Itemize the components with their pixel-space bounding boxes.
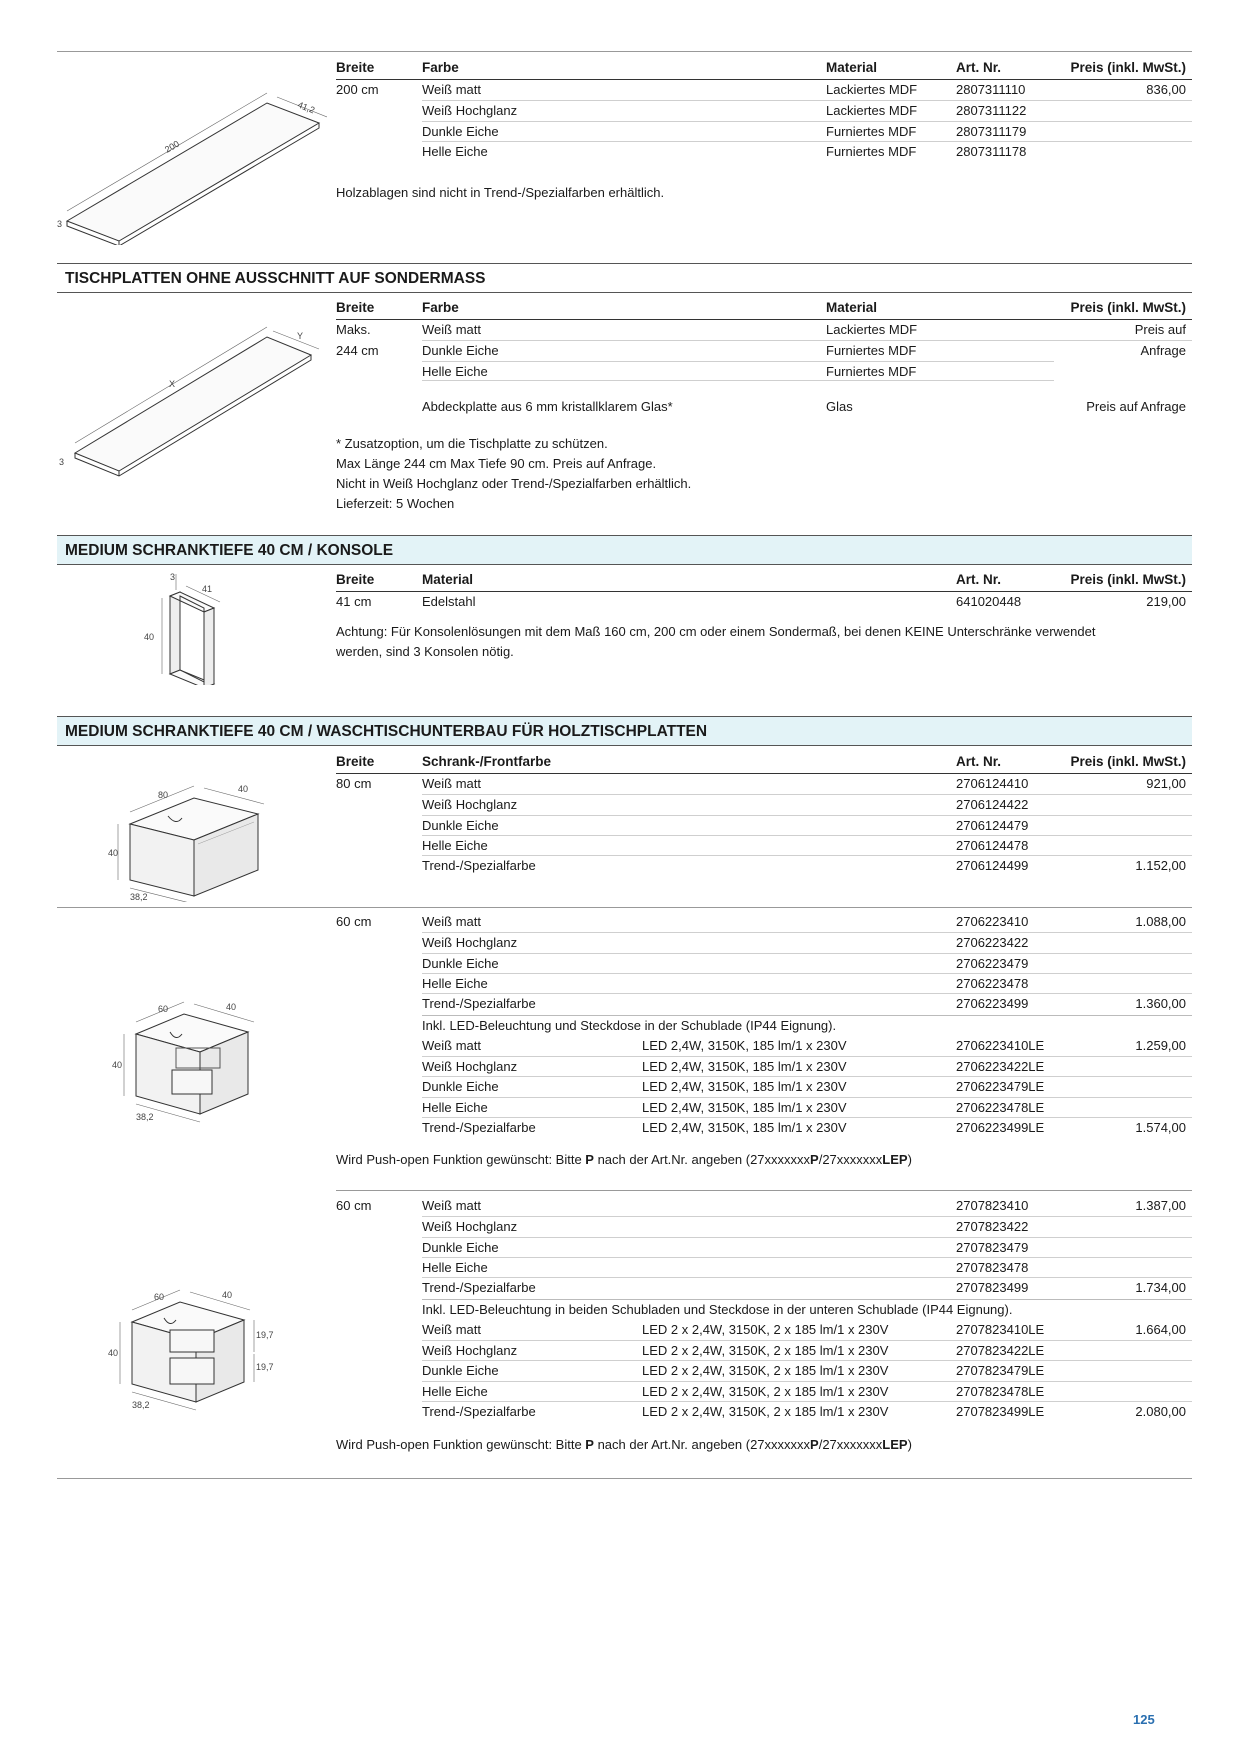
cell-preis: 1.387,00 (1135, 1198, 1186, 1213)
col-breite: Breite (336, 754, 375, 769)
cell-farbe: Helle Eiche (422, 143, 488, 159)
table-row (336, 340, 1192, 360)
col-breite: Breite (336, 572, 375, 587)
col-art: Art. Nr. (956, 60, 1002, 75)
cell-material: Edelstahl (422, 594, 476, 609)
cell-preis: Anfrage (1140, 343, 1186, 359)
note-line: Nicht in Weiß Hochglanz oder Trend-/Spezialfarben erhältlich. (336, 476, 692, 491)
cell-art: 2707823478LE (956, 1383, 1045, 1399)
cell-art: 2706124410 (956, 776, 1029, 791)
cell-preis: 1.088,00 (1135, 914, 1186, 929)
cell-art: 2706223479 (956, 955, 1029, 971)
cell-farbe: Weiß matt (422, 776, 481, 791)
col-art: Art. Nr. (956, 572, 1002, 587)
cell-farbe: Weiß matt (422, 322, 481, 337)
cell-art: 2807311110 (956, 82, 1026, 97)
cell-art: 2707823479 (956, 1239, 1029, 1255)
cell-farbe: Weiß matt (422, 1198, 481, 1213)
shelf-note: Holzablagen sind nicht in Trend-/Spezialfarben erhältlich. (336, 185, 665, 200)
col-material: Material (826, 300, 878, 315)
cell-farbe: Weiß Hochglanz (422, 103, 518, 119)
console-note (336, 622, 1192, 662)
table-row (422, 100, 1192, 120)
section-title: MEDIUM SCHRANKTIEFE 40 CM / KONSOLE (57, 535, 1192, 565)
table-row (422, 1257, 1192, 1277)
dim-length: 200 (163, 138, 182, 155)
cell-farbe: Dunkle Eiche (422, 817, 499, 833)
col-material: Material (422, 572, 474, 587)
note-line: * Zusatzoption, um die Tischplatte zu schützen. (336, 436, 608, 451)
note-bold: P (810, 1437, 819, 1452)
cell-led: LED 2,4W, 3150K, 185 lm/1 x 230V (642, 1037, 847, 1053)
dim-drawer-1: 19,7 (256, 1330, 274, 1340)
cell-art: 2707823499LE (956, 1403, 1045, 1419)
cell-farbe: Trend-/Spezialfarbe (422, 858, 536, 874)
cell-preis: 1.259,00 (1135, 1037, 1186, 1053)
cell-art: 2706223499LE (956, 1119, 1045, 1135)
cell-art: 2807311122 (956, 103, 1027, 119)
cell-led: LED 2 x 2,4W, 3150K, 2 x 185 lm/1 x 230V (642, 1363, 889, 1379)
note-text: nach der Art.Nr. angeben (27xxxxxxx (593, 1437, 811, 1452)
cell-farbe: Helle Eiche (422, 837, 488, 853)
note-line: Max Länge 244 cm Max Tiefe 90 cm. Preis auf Anfrage. (336, 456, 657, 471)
table-row (422, 1401, 1192, 1421)
vanity-60-two-drawer-table (336, 1196, 1192, 1421)
table-header (336, 750, 1192, 774)
table-row (422, 815, 1192, 835)
vanity-60-table (336, 912, 1192, 1137)
tabletop-drawing (57, 325, 327, 485)
cell-preis: 1.360,00 (1135, 996, 1186, 1012)
col-breite: Breite (336, 300, 375, 315)
note-line: werden, sind 3 Konsolen nötig. (336, 644, 514, 659)
dim-height: 3 (59, 457, 65, 467)
cell-material: Lackiertes MDF (826, 103, 918, 119)
vanity-60-led-drawing (108, 988, 268, 1128)
table-row (422, 1360, 1192, 1380)
section-title: TISCHPLATTEN OHNE AUSSCHNITT AUF SONDERMASS (57, 263, 1192, 293)
dim-bottom: 38,2 (130, 892, 148, 902)
table-row (422, 141, 1192, 161)
note-text: ) (907, 1152, 912, 1167)
top-rule (57, 51, 1192, 52)
cell-art: 2807311178 (956, 143, 1027, 159)
table-row (336, 592, 1192, 612)
cell-material: Furniertes MDF (826, 363, 917, 379)
dim-depth: 41 (202, 584, 213, 594)
table-row (422, 1036, 1192, 1056)
table-row (422, 1097, 1192, 1117)
cell-art: 2707823422 (956, 1219, 1029, 1235)
cell-farbe: Trend-/Spezialfarbe (422, 1280, 536, 1296)
cell-art: 2706223479LE (956, 1079, 1045, 1095)
group-separator (336, 1190, 1192, 1191)
note-text: Wird Push-open Funktion gewünscht: Bitte (336, 1437, 586, 1452)
cell-preis: 836,00 (1146, 82, 1186, 97)
cell-farbe: Weiß matt (422, 1321, 481, 1337)
cell-led: LED 2 x 2,4W, 3150K, 2 x 185 lm/1 x 230V (642, 1321, 889, 1337)
table-row (422, 361, 1054, 381)
cell-art: 2707823478 (956, 1259, 1029, 1275)
cell-farbe: Weiß Hochglanz (422, 1343, 518, 1359)
dim-width: 80 (158, 790, 169, 800)
col-preis: Preis (inkl. MwSt.) (1070, 754, 1186, 769)
cell-led: LED 2 x 2,4W, 3150K, 2 x 185 lm/1 x 230V (642, 1383, 889, 1399)
table-row (336, 80, 1192, 100)
dim-bottom: 38,2 (136, 1112, 154, 1122)
cell-farbe: Dunkle Eiche (422, 343, 499, 359)
note-text: /27xxxxxxx (818, 1152, 883, 1167)
dim-depth: 40 (226, 1002, 237, 1012)
group-separator (57, 907, 1192, 908)
cell-material: Lackiertes MDF (826, 322, 918, 337)
table-row (422, 855, 1192, 875)
dim-y: Y (297, 331, 304, 341)
cell-art: 2707823410LE (956, 1321, 1045, 1337)
led-title-text: Inkl. LED-Beleuchtung in beiden Schubladen und Steckdose in der unteren Schublade (IP44 Eignung). (422, 1302, 1013, 1318)
cell-farbe: Helle Eiche (422, 975, 488, 991)
cell-preis: 1.664,00 (1135, 1321, 1186, 1337)
cell-farbe: Dunkle Eiche (422, 955, 499, 971)
table-row (422, 993, 1192, 1013)
cell-preis: Preis auf Anfrage (1086, 398, 1186, 414)
cell-preis: 921,00 (1146, 776, 1186, 791)
table-row (422, 1237, 1192, 1257)
cell-breite: 60 cm (336, 914, 372, 929)
cell-art: 2706223422LE (956, 1059, 1045, 1075)
cell-preis: 1.734,00 (1135, 1280, 1186, 1296)
shelf-200-drawing (57, 85, 327, 245)
table-row (336, 320, 1192, 340)
cell-led: LED 2,4W, 3150K, 185 lm/1 x 230V (642, 1119, 847, 1135)
col-art: Art. Nr. (956, 754, 1002, 769)
cell-farbe: Dunkle Eiche (422, 1079, 499, 1095)
table-row (422, 1216, 1192, 1236)
cell-art: 2706223410 (956, 914, 1029, 929)
cell-farbe: Helle Eiche (422, 1259, 488, 1275)
led-title (422, 1015, 1192, 1035)
cell-breite: 41 cm (336, 594, 372, 609)
table-row (422, 1320, 1192, 1340)
cell-art: 2707823410 (956, 1198, 1029, 1213)
cell-farbe: Trend-/Spezialfarbe (422, 996, 536, 1012)
table-row (422, 1340, 1192, 1360)
push-open-note (336, 1435, 1192, 1455)
shelf-table (336, 56, 1192, 161)
dim-x: X (169, 379, 176, 389)
col-farbe: Schrank-/Frontfarbe (422, 754, 552, 769)
cell-art: 2706223422 (956, 935, 1029, 951)
cell-led: LED 2,4W, 3150K, 185 lm/1 x 230V (642, 1099, 847, 1115)
cell-breite: Maks. (336, 322, 371, 337)
cell-art: 2707823479LE (956, 1363, 1045, 1379)
table-row (422, 1277, 1192, 1297)
cell-farbe: Helle Eiche (422, 1383, 488, 1399)
page-number: 125 (1133, 1712, 1155, 1727)
table-header (336, 296, 1192, 320)
cell-material: Glas (826, 398, 853, 414)
led-title-text: Inkl. LED-Beleuchtung und Steckdose in der Schublade (IP44 Eignung). (422, 1018, 837, 1034)
table-row (422, 1056, 1192, 1076)
cell-art: 2706124499 (956, 858, 1029, 874)
cell-farbe: Helle Eiche (422, 1099, 488, 1115)
table-row (422, 1117, 1192, 1137)
bottom-rule (57, 1478, 1192, 1479)
cell-art: 2706124479 (956, 817, 1029, 833)
cell-farbe: Abdeckplatte aus 6 mm kristallklarem Glas* (422, 398, 673, 414)
note-text: Wird Push-open Funktion gewünscht: Bitte (336, 1152, 586, 1167)
table-row (422, 1381, 1192, 1401)
cell-farbe: Weiß Hochglanz (422, 1219, 518, 1235)
note-line: Lieferzeit: 5 Wochen (336, 496, 455, 511)
note-bold: P (585, 1437, 594, 1452)
cell-art: 2706223499 (956, 996, 1029, 1012)
console-table (336, 568, 1192, 612)
cell-art: 2706223478 (956, 975, 1029, 991)
dim-bottom: 38,2 (132, 1400, 150, 1410)
cell-art: 2706223478LE (956, 1099, 1045, 1115)
cell-farbe: Trend-/Spezialfarbe (422, 1403, 536, 1419)
table-row (336, 774, 1192, 794)
led-title (422, 1299, 1192, 1319)
cell-art: 641020448 (956, 594, 1022, 609)
cell-farbe: Weiß matt (422, 1037, 481, 1053)
cell-farbe: Weiß Hochglanz (422, 797, 518, 813)
cell-breite: 80 cm (336, 776, 372, 791)
cell-material: Furniertes MDF (826, 123, 917, 139)
note-bold: P (810, 1152, 819, 1167)
note-bold: LEP (882, 1152, 908, 1167)
cell-breite: 200 cm (336, 82, 379, 97)
table-row (422, 1076, 1192, 1096)
cell-farbe: Dunkle Eiche (422, 123, 499, 139)
cell-farbe: Weiß matt (422, 914, 481, 929)
cell-breite: 244 cm (336, 343, 379, 359)
tabletop-notes (336, 434, 1192, 514)
table-header (336, 56, 1192, 80)
dim-depth: 40 (238, 784, 249, 794)
cell-led: LED 2,4W, 3150K, 185 lm/1 x 230V (642, 1059, 847, 1075)
dim-depth: 40 (222, 1290, 233, 1300)
cell-preis: 2.080,00 (1135, 1403, 1186, 1419)
cell-art: 2707823422LE (956, 1343, 1045, 1359)
dim-height: 40 (112, 1060, 123, 1070)
vanity-60-two-drawer-drawing (104, 1272, 274, 1412)
cell-farbe: Dunkle Eiche (422, 1363, 499, 1379)
cell-led: LED 2 x 2,4W, 3150K, 2 x 185 lm/1 x 230V (642, 1403, 889, 1419)
table-row (422, 121, 1192, 141)
cell-farbe: Helle Eiche (422, 363, 488, 379)
cell-farbe: Weiß Hochglanz (422, 935, 518, 951)
cell-farbe: Weiß Hochglanz (422, 1059, 518, 1075)
cell-led: LED 2,4W, 3150K, 185 lm/1 x 230V (642, 1079, 847, 1095)
cell-preis: Preis auf (1134, 322, 1186, 337)
cell-farbe: Dunkle Eiche (422, 1239, 499, 1255)
table-row (422, 973, 1192, 993)
cell-preis: 1.574,00 (1135, 1119, 1186, 1135)
table-row (336, 912, 1192, 932)
col-breite: Breite (336, 60, 375, 75)
cell-preis: 1.152,00 (1135, 858, 1186, 874)
table-row (422, 932, 1192, 952)
cell-art: 2707823499 (956, 1280, 1029, 1296)
cell-material: Furniertes MDF (826, 143, 917, 159)
dim-height: 40 (108, 1348, 119, 1358)
note-bold: P (585, 1152, 594, 1167)
cell-led: LED 2 x 2,4W, 3150K, 2 x 185 lm/1 x 230V (642, 1343, 889, 1359)
note-text: nach der Art.Nr. angeben (27xxxxxxx (593, 1152, 811, 1167)
vanity-table (336, 750, 1192, 875)
dim-width: 60 (158, 1004, 169, 1014)
note-line: Achtung: Für Konsolenlösungen mit dem Maß 160 cm, 200 cm oder einem Sondermaß, bei denen KEINE Unterschränke verwendet (336, 624, 1096, 639)
cell-art: 2706124422 (956, 797, 1029, 813)
cell-art: 2807311179 (956, 123, 1027, 139)
note-text: ) (907, 1437, 912, 1452)
dim-height: 40 (144, 632, 155, 642)
col-preis: Preis (inkl. MwSt.) (1070, 300, 1186, 315)
table-row (422, 835, 1192, 855)
note-text: /27xxxxxxx (818, 1437, 883, 1452)
push-open-note (336, 1150, 1192, 1170)
dim-drawer-2: 19,7 (256, 1362, 274, 1372)
table-row (336, 1196, 1192, 1216)
table-row (422, 953, 1192, 973)
table-row (422, 794, 1192, 814)
col-farbe: Farbe (422, 300, 459, 315)
table-header (336, 568, 1192, 592)
tabletop-table (336, 296, 1192, 417)
cell-material: Lackiertes MDF (826, 82, 918, 97)
cell-farbe: Weiß matt (422, 82, 481, 97)
col-preis: Preis (inkl. MwSt.) (1070, 572, 1186, 587)
console-drawing (140, 570, 250, 685)
dim-height: 40 (108, 848, 119, 858)
col-preis: Preis (inkl. MwSt.) (1070, 60, 1186, 75)
cell-preis: 219,00 (1146, 594, 1186, 609)
dim-height: 3 (57, 219, 63, 229)
col-farbe: Farbe (422, 60, 459, 75)
vanity-80-drawing (108, 762, 268, 902)
dim-top: 3 (170, 572, 176, 582)
dim-width: 60 (154, 1292, 165, 1302)
cell-art: 2706223410LE (956, 1037, 1045, 1053)
cell-farbe: Trend-/Spezialfarbe (422, 1119, 536, 1135)
section-title: MEDIUM SCHRANKTIEFE 40 CM / WASCHTISCHUNTERBAU FÜR HOLZTISCHPLATTEN (57, 716, 1192, 746)
cell-breite: 60 cm (336, 1198, 372, 1213)
note-bold: LEP (882, 1437, 908, 1452)
cell-art: 2706124478 (956, 837, 1029, 853)
dim-depth: 41,2 (296, 99, 317, 116)
cell-material: Furniertes MDF (826, 343, 917, 359)
glass-row (336, 397, 1192, 417)
col-material: Material (826, 60, 878, 75)
